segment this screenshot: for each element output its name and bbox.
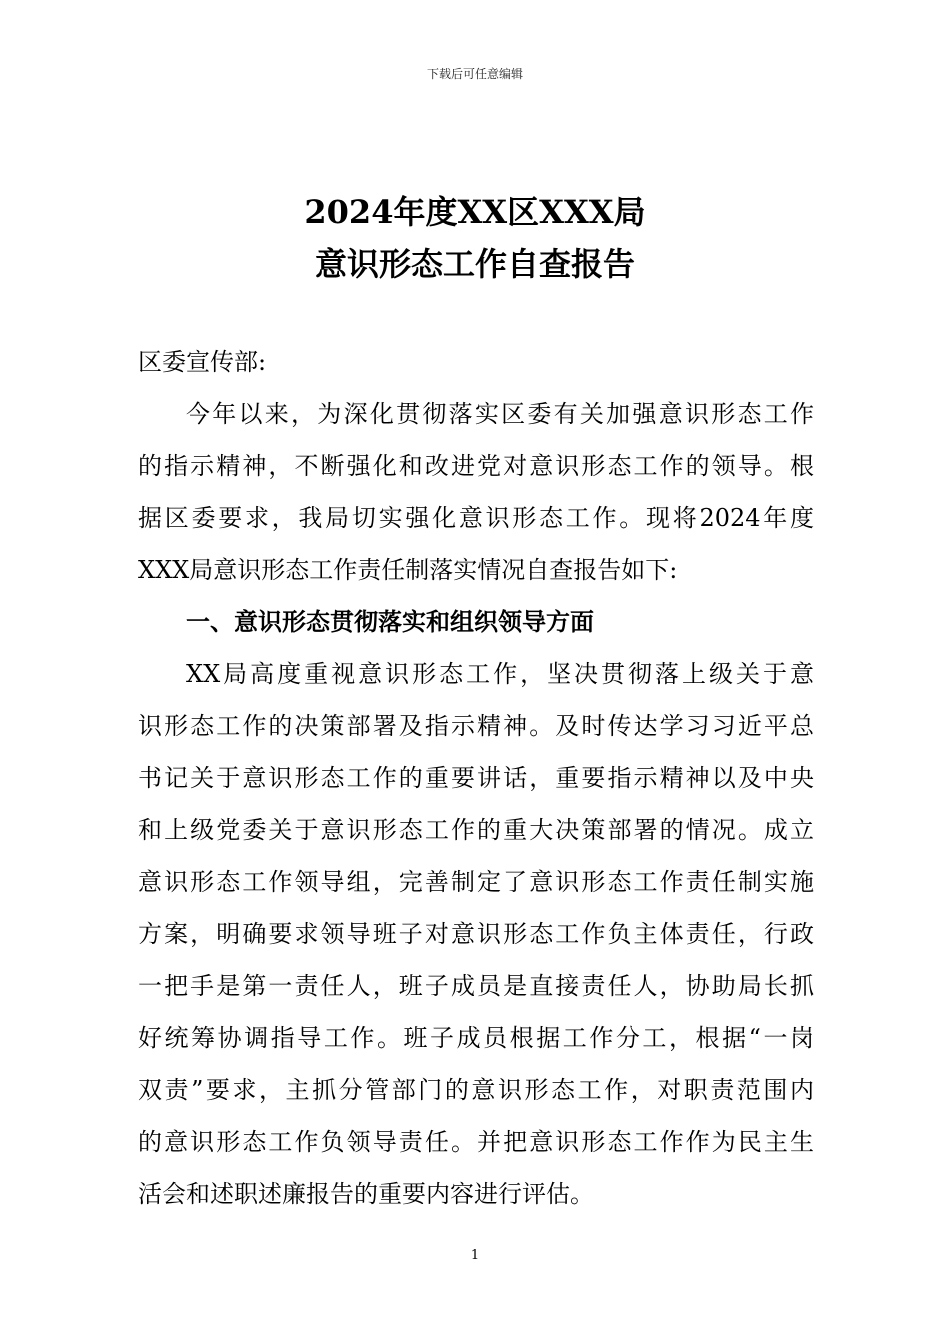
section-heading: 一、意识形态贯彻落实和组织领导方面 [186,607,594,636]
header-note: 下载后可任意编辑 [426,67,523,81]
paragraph-line: XXX局意识形态工作责任制落实情况自查报告如下: [138,556,678,584]
paragraph-line: 意识形态工作领导组，完善制定了意识形态工作责任制实施 [138,868,814,896]
paragraph-line: 活会和述职述廉报告的重要内容进行评估。 [138,1180,594,1208]
document-title-line2: 意识形态工作自查报告 [314,245,635,283]
document-title-line1: 2024年度XX区XXX局 [304,193,646,231]
paragraph-line: 好统筹协调指导工作。班子成员根据工作分工，根据“一岗 [138,1024,814,1052]
paragraph-line: 一把手是第一责任人，班子成员是直接责任人，协助局长抓 [138,972,814,1000]
paragraph-line: 的意识形态工作负领导责任。并把意识形态工作作为民主生 [138,1128,814,1156]
document-body [138,336,814,1220]
salutation: 区委宣传部: [138,348,267,376]
paragraph-line: 的指示精神，不断强化和改进党对意识形态工作的领导。根 [138,452,814,480]
paragraph-line: XX局高度重视意识形态工作，坚决贯彻落上级关于意 [186,660,814,688]
paragraph-line: 双责”要求，主抓分管部门的意识形态工作，对职责范围内 [138,1076,814,1104]
page-number: 1 [470,1248,480,1263]
paragraph-line: 据区委要求，我局切实强化意识形态工作。现将2024年度 [138,504,814,532]
paragraph-line: 和上级党委关于意识形态工作的重大决策部署的情况。成立 [138,816,814,844]
paragraph-line: 识形态工作的决策部署及指示精神。及时传达学习习近平总 [138,712,814,740]
paragraph-line: 方案，明确要求领导班子对意识形态工作负主体责任，行政 [138,920,814,948]
paragraph-line: 书记关于意识形态工作的重要讲话，重要指示精神以及中央 [138,764,814,792]
paragraph-1 [138,388,814,596]
paragraph-2 [138,648,814,1220]
paragraph-line: 今年以来，为深化贯彻落实区委有关加强意识形态工作 [186,400,814,428]
